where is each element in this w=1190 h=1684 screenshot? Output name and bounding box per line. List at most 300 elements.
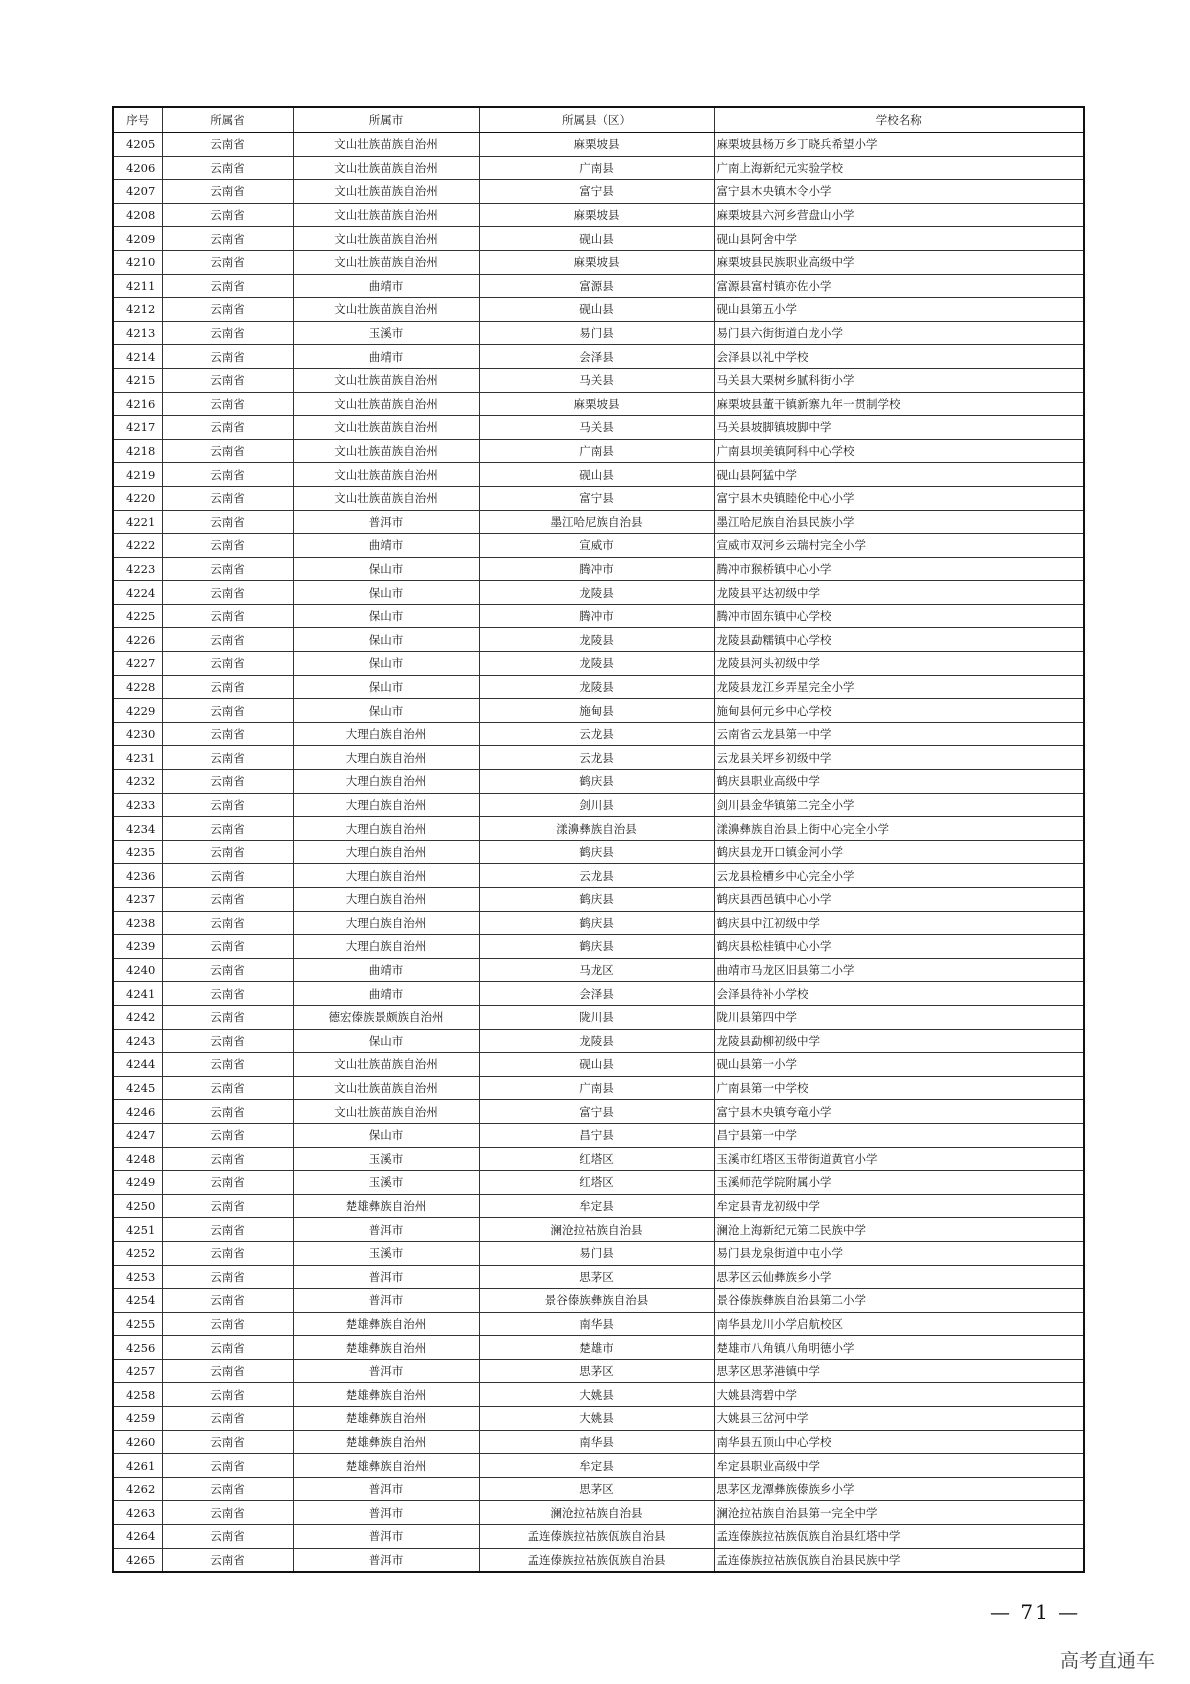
cell-index: 4234 (113, 817, 162, 841)
cell-county: 广南县 (479, 156, 714, 180)
table-row (113, 1289, 1084, 1313)
cell-school-name: 龙陵县龙江乡弄星完全小学 (714, 675, 1084, 699)
cell-school-name: 麻栗坡县杨万乡丁晓兵希望小学 (714, 133, 1084, 157)
cell-province: 云南省 (162, 1430, 293, 1454)
cell-index: 4263 (113, 1501, 162, 1525)
table-row (113, 486, 1084, 510)
table-row (113, 321, 1084, 345)
cell-school-name: 广南县第一中学校 (714, 1076, 1084, 1100)
cell-index: 4213 (113, 321, 162, 345)
cell-school-name: 龙陵县勐柳初级中学 (714, 1029, 1084, 1053)
cell-index: 4239 (113, 935, 162, 959)
table-row (113, 840, 1084, 864)
table-row (113, 510, 1084, 534)
cell-index: 4260 (113, 1430, 162, 1454)
table-row (113, 557, 1084, 581)
cell-index: 4215 (113, 368, 162, 392)
cell-county: 鹤庆县 (479, 770, 714, 794)
cell-city: 保山市 (293, 1029, 479, 1053)
cell-school-name: 广南上海新纪元实验学校 (714, 156, 1084, 180)
cell-index: 4205 (113, 133, 162, 157)
cell-school-name: 宣威市双河乡云瑞村完全小学 (714, 534, 1084, 558)
cell-school-name: 砚山县第一小学 (714, 1053, 1084, 1077)
cell-province: 云南省 (162, 1194, 293, 1218)
school-list-table (112, 106, 1085, 1573)
table-row (113, 1336, 1084, 1360)
cell-province: 云南省 (162, 156, 293, 180)
cell-province: 云南省 (162, 581, 293, 605)
cell-province: 云南省 (162, 227, 293, 251)
cell-index: 4211 (113, 274, 162, 298)
cell-school-name: 澜沧上海新纪元第二民族中学 (714, 1218, 1084, 1242)
table-row (113, 1218, 1084, 1242)
cell-city: 文山壮族苗族自治州 (293, 439, 479, 463)
cell-province: 云南省 (162, 1454, 293, 1478)
cell-school-name: 玉溪市红塔区玉带街道黄官小学 (714, 1147, 1084, 1171)
cell-index: 4224 (113, 581, 162, 605)
cell-county: 砚山县 (479, 227, 714, 251)
cell-city: 保山市 (293, 604, 479, 628)
cell-county: 云龙县 (479, 864, 714, 888)
cell-school-name: 鹤庆县龙开口镇金河小学 (714, 840, 1084, 864)
cell-index: 4216 (113, 392, 162, 416)
cell-index: 4246 (113, 1100, 162, 1124)
cell-county: 马关县 (479, 368, 714, 392)
cell-province: 云南省 (162, 1147, 293, 1171)
cell-index: 4219 (113, 463, 162, 487)
cell-index: 4257 (113, 1359, 162, 1383)
cell-city: 文山壮族苗族自治州 (293, 1076, 479, 1100)
cell-index: 4217 (113, 416, 162, 440)
cell-county: 云龙县 (479, 722, 714, 746)
header-school-name: 学校名称 (714, 107, 1084, 133)
table-row (113, 439, 1084, 463)
table-row (113, 274, 1084, 298)
cell-city: 玉溪市 (293, 1171, 479, 1195)
cell-city: 大理白族自治州 (293, 817, 479, 841)
cell-province: 云南省 (162, 203, 293, 227)
cell-county: 大姚县 (479, 1383, 714, 1407)
table-row (113, 581, 1084, 605)
cell-school-name: 鹤庆县职业高级中学 (714, 770, 1084, 794)
cell-county: 牟定县 (479, 1454, 714, 1478)
cell-county: 龙陵县 (479, 675, 714, 699)
cell-county: 龙陵县 (479, 628, 714, 652)
cell-county: 南华县 (479, 1312, 714, 1336)
cell-province: 云南省 (162, 534, 293, 558)
cell-school-name: 麻栗坡县董干镇新寨九年一贯制学校 (714, 392, 1084, 416)
cell-city: 保山市 (293, 1123, 479, 1147)
cell-city: 文山壮族苗族自治州 (293, 298, 479, 322)
table-row (113, 675, 1084, 699)
cell-school-name: 马关县坡脚镇坡脚中学 (714, 416, 1084, 440)
table-row (113, 1265, 1084, 1289)
cell-city: 大理白族自治州 (293, 793, 479, 817)
cell-county: 富宁县 (479, 180, 714, 204)
cell-province: 云南省 (162, 793, 293, 817)
cell-index: 4244 (113, 1053, 162, 1077)
header-city: 所属市 (293, 107, 479, 133)
cell-school-name: 昌宁县第一中学 (714, 1123, 1084, 1147)
cell-city: 文山壮族苗族自治州 (293, 392, 479, 416)
cell-index: 4238 (113, 911, 162, 935)
table-row (113, 1005, 1084, 1029)
cell-county: 龙陵县 (479, 581, 714, 605)
table-row (113, 982, 1084, 1006)
cell-index: 4251 (113, 1218, 162, 1242)
cell-county: 易门县 (479, 321, 714, 345)
table-row (113, 1548, 1084, 1572)
cell-county: 孟连傣族拉祜族佤族自治县 (479, 1525, 714, 1549)
cell-school-name: 孟连傣族拉祜族佤族自治县民族中学 (714, 1548, 1084, 1572)
cell-province: 云南省 (162, 1053, 293, 1077)
table-row (113, 534, 1084, 558)
cell-school-name: 玉溪师范学院附属小学 (714, 1171, 1084, 1195)
cell-city: 文山壮族苗族自治州 (293, 203, 479, 227)
cell-county: 思茅区 (479, 1265, 714, 1289)
cell-city: 曲靖市 (293, 274, 479, 298)
table-row (113, 1501, 1084, 1525)
header-province: 所属省 (162, 107, 293, 133)
cell-county: 孟连傣族拉祜族佤族自治县 (479, 1548, 714, 1572)
cell-city: 普洱市 (293, 510, 479, 534)
cell-province: 云南省 (162, 652, 293, 676)
cell-province: 云南省 (162, 958, 293, 982)
cell-school-name: 易门县六街街道白龙小学 (714, 321, 1084, 345)
table-row (113, 1053, 1084, 1077)
cell-county: 南华县 (479, 1430, 714, 1454)
table-row (113, 1123, 1084, 1147)
cell-index: 4243 (113, 1029, 162, 1053)
table-row (113, 416, 1084, 440)
cell-city: 楚雄彝族自治州 (293, 1194, 479, 1218)
cell-province: 云南省 (162, 604, 293, 628)
cell-county: 景谷傣族彝族自治县 (479, 1289, 714, 1313)
cell-province: 云南省 (162, 250, 293, 274)
cell-index: 4236 (113, 864, 162, 888)
table-row (113, 604, 1084, 628)
cell-province: 云南省 (162, 1241, 293, 1265)
cell-school-name: 澜沧拉祜族自治县第一完全中学 (714, 1501, 1084, 1525)
table-row (113, 1076, 1084, 1100)
cell-school-name: 思茅区云仙彝族乡小学 (714, 1265, 1084, 1289)
cell-province: 云南省 (162, 982, 293, 1006)
cell-school-name: 鹤庆县西邑镇中心小学 (714, 888, 1084, 912)
cell-school-name: 牟定县职业高级中学 (714, 1454, 1084, 1478)
cell-index: 4264 (113, 1525, 162, 1549)
table-row (113, 1241, 1084, 1265)
cell-school-name: 施甸县何元乡中心学校 (714, 699, 1084, 723)
cell-county: 腾冲市 (479, 557, 714, 581)
cell-index: 4237 (113, 888, 162, 912)
cell-county: 楚雄市 (479, 1336, 714, 1360)
cell-city: 普洱市 (293, 1477, 479, 1501)
cell-school-name: 景谷傣族彝族自治县第二小学 (714, 1289, 1084, 1313)
table-row (113, 793, 1084, 817)
cell-county: 鹤庆县 (479, 888, 714, 912)
cell-city: 普洱市 (293, 1265, 479, 1289)
cell-index: 4222 (113, 534, 162, 558)
cell-city: 曲靖市 (293, 345, 479, 369)
cell-school-name: 漾濞彝族自治县上街中心完全小学 (714, 817, 1084, 841)
cell-index: 4212 (113, 298, 162, 322)
table-body (113, 133, 1084, 1573)
cell-city: 曲靖市 (293, 534, 479, 558)
cell-county: 砚山县 (479, 298, 714, 322)
cell-city: 楚雄彝族自治州 (293, 1336, 479, 1360)
cell-school-name: 鹤庆县中江初级中学 (714, 911, 1084, 935)
cell-school-name: 麻栗坡县民族职业高级中学 (714, 250, 1084, 274)
cell-city: 曲靖市 (293, 982, 479, 1006)
cell-index: 4235 (113, 840, 162, 864)
table-row (113, 864, 1084, 888)
cell-city: 普洱市 (293, 1359, 479, 1383)
cell-school-name: 龙陵县勐糯镇中心学校 (714, 628, 1084, 652)
cell-school-name: 腾冲市固东镇中心学校 (714, 604, 1084, 628)
cell-city: 文山壮族苗族自治州 (293, 416, 479, 440)
cell-index: 4223 (113, 557, 162, 581)
table-row (113, 1477, 1084, 1501)
cell-index: 4245 (113, 1076, 162, 1100)
cell-city: 保山市 (293, 675, 479, 699)
cell-school-name: 思茅区龙潭彝族傣族乡小学 (714, 1477, 1084, 1501)
cell-school-name: 孟连傣族拉祜族佤族自治县红塔中学 (714, 1525, 1084, 1549)
cell-county: 剑川县 (479, 793, 714, 817)
page-number: — 71 — (990, 1600, 1081, 1624)
cell-city: 文山壮族苗族自治州 (293, 463, 479, 487)
cell-school-name: 龙陵县河头初级中学 (714, 652, 1084, 676)
cell-county: 思茅区 (479, 1359, 714, 1383)
cell-index: 4247 (113, 1123, 162, 1147)
cell-county: 腾冲市 (479, 604, 714, 628)
cell-county: 澜沧拉祜族自治县 (479, 1501, 714, 1525)
cell-county: 会泽县 (479, 345, 714, 369)
cell-index: 4250 (113, 1194, 162, 1218)
cell-city: 玉溪市 (293, 1147, 479, 1171)
cell-school-name: 思茅区思茅港镇中学 (714, 1359, 1084, 1383)
cell-index: 4227 (113, 652, 162, 676)
cell-city: 普洱市 (293, 1218, 479, 1242)
cell-city: 文山壮族苗族自治州 (293, 227, 479, 251)
table-row (113, 368, 1084, 392)
table-row (113, 250, 1084, 274)
table-row (113, 1147, 1084, 1171)
cell-province: 云南省 (162, 935, 293, 959)
table-row (113, 1359, 1084, 1383)
table-row (113, 817, 1084, 841)
cell-province: 云南省 (162, 510, 293, 534)
cell-school-name: 云龙县检槽乡中心完全小学 (714, 864, 1084, 888)
cell-school-name: 墨江哈尼族自治县民族小学 (714, 510, 1084, 534)
cell-county: 鹤庆县 (479, 911, 714, 935)
cell-province: 云南省 (162, 1407, 293, 1431)
cell-county: 云龙县 (479, 746, 714, 770)
cell-province: 云南省 (162, 439, 293, 463)
table-row (113, 746, 1084, 770)
cell-province: 云南省 (162, 675, 293, 699)
cell-province: 云南省 (162, 1336, 293, 1360)
cell-province: 云南省 (162, 817, 293, 841)
cell-province: 云南省 (162, 1312, 293, 1336)
cell-city: 大理白族自治州 (293, 888, 479, 912)
cell-index: 4253 (113, 1265, 162, 1289)
cell-city: 保山市 (293, 652, 479, 676)
cell-index: 4231 (113, 746, 162, 770)
header-index: 序号 (113, 107, 162, 133)
cell-school-name: 易门县龙泉街道中屯小学 (714, 1241, 1084, 1265)
cell-province: 云南省 (162, 321, 293, 345)
cell-province: 云南省 (162, 770, 293, 794)
table-row (113, 180, 1084, 204)
cell-county: 红塔区 (479, 1171, 714, 1195)
cell-province: 云南省 (162, 1477, 293, 1501)
cell-city: 玉溪市 (293, 1241, 479, 1265)
cell-school-name: 大姚县湾碧中学 (714, 1383, 1084, 1407)
cell-province: 云南省 (162, 746, 293, 770)
cell-province: 云南省 (162, 1005, 293, 1029)
cell-province: 云南省 (162, 1548, 293, 1572)
cell-index: 4218 (113, 439, 162, 463)
cell-city: 文山壮族苗族自治州 (293, 133, 479, 157)
cell-city: 德宏傣族景颇族自治州 (293, 1005, 479, 1029)
table-row (113, 1312, 1084, 1336)
cell-index: 4248 (113, 1147, 162, 1171)
cell-school-name: 牟定县青龙初级中学 (714, 1194, 1084, 1218)
cell-city: 楚雄彝族自治州 (293, 1312, 479, 1336)
cell-city: 大理白族自治州 (293, 911, 479, 935)
cell-school-name: 富宁县木央镇睦伦中心小学 (714, 486, 1084, 510)
watermark-logo-text: 高考直通车 (1060, 1650, 1156, 1672)
table-row (113, 699, 1084, 723)
cell-school-name: 剑川县金华镇第二完全小学 (714, 793, 1084, 817)
cell-county: 施甸县 (479, 699, 714, 723)
cell-city: 大理白族自治州 (293, 840, 479, 864)
cell-city: 楚雄彝族自治州 (293, 1407, 479, 1431)
cell-province: 云南省 (162, 133, 293, 157)
cell-province: 云南省 (162, 368, 293, 392)
cell-school-name: 砚山县第五小学 (714, 298, 1084, 322)
cell-province: 云南省 (162, 864, 293, 888)
cell-province: 云南省 (162, 628, 293, 652)
cell-index: 4225 (113, 604, 162, 628)
cell-school-name: 云南省云龙县第一中学 (714, 722, 1084, 746)
cell-city: 保山市 (293, 581, 479, 605)
cell-county: 麻栗坡县 (479, 392, 714, 416)
cell-county: 龙陵县 (479, 652, 714, 676)
table-row (113, 463, 1084, 487)
cell-province: 云南省 (162, 486, 293, 510)
cell-school-name: 砚山县阿猛中学 (714, 463, 1084, 487)
cell-county: 牟定县 (479, 1194, 714, 1218)
cell-city: 保山市 (293, 699, 479, 723)
cell-index: 4209 (113, 227, 162, 251)
cell-school-name: 腾冲市猴桥镇中心小学 (714, 557, 1084, 581)
cell-province: 云南省 (162, 274, 293, 298)
cell-province: 云南省 (162, 1029, 293, 1053)
cell-county: 易门县 (479, 1241, 714, 1265)
cell-province: 云南省 (162, 1359, 293, 1383)
cell-county: 昌宁县 (479, 1123, 714, 1147)
table-row (113, 345, 1084, 369)
cell-index: 4210 (113, 250, 162, 274)
cell-province: 云南省 (162, 1100, 293, 1124)
cell-province: 云南省 (162, 911, 293, 935)
cell-city: 文山壮族苗族自治州 (293, 1100, 479, 1124)
cell-county: 龙陵县 (479, 1029, 714, 1053)
cell-county: 麻栗坡县 (479, 250, 714, 274)
cell-county: 广南县 (479, 439, 714, 463)
cell-index: 4206 (113, 156, 162, 180)
cell-city: 普洱市 (293, 1548, 479, 1572)
cell-city: 文山壮族苗族自治州 (293, 368, 479, 392)
cell-index: 4220 (113, 486, 162, 510)
cell-province: 云南省 (162, 1383, 293, 1407)
cell-county: 麻栗坡县 (479, 203, 714, 227)
cell-index: 4221 (113, 510, 162, 534)
cell-county: 澜沧拉祜族自治县 (479, 1218, 714, 1242)
cell-county: 思茅区 (479, 1477, 714, 1501)
cell-city: 大理白族自治州 (293, 935, 479, 959)
cell-index: 4265 (113, 1548, 162, 1572)
cell-school-name: 陇川县第四中学 (714, 1005, 1084, 1029)
cell-index: 4258 (113, 1383, 162, 1407)
cell-province: 云南省 (162, 392, 293, 416)
cell-province: 云南省 (162, 463, 293, 487)
table-row (113, 628, 1084, 652)
cell-school-name: 鹤庆县松桂镇中心小学 (714, 935, 1084, 959)
cell-school-name: 大姚县三岔河中学 (714, 1407, 1084, 1431)
cell-county: 马关县 (479, 416, 714, 440)
cell-county: 富宁县 (479, 486, 714, 510)
cell-province: 云南省 (162, 1171, 293, 1195)
table-row (113, 958, 1084, 982)
cell-county: 陇川县 (479, 1005, 714, 1029)
cell-city: 文山壮族苗族自治州 (293, 250, 479, 274)
cell-province: 云南省 (162, 557, 293, 581)
cell-school-name: 会泽县以礼中学校 (714, 345, 1084, 369)
cell-city: 楚雄彝族自治州 (293, 1383, 479, 1407)
cell-city: 楚雄彝族自治州 (293, 1430, 479, 1454)
cell-city: 大理白族自治州 (293, 864, 479, 888)
cell-province: 云南省 (162, 416, 293, 440)
table-row (113, 298, 1084, 322)
cell-county: 马龙区 (479, 958, 714, 982)
cell-school-name: 富宁县木央镇木令小学 (714, 180, 1084, 204)
table-row (113, 1407, 1084, 1431)
table-row (113, 156, 1084, 180)
cell-school-name: 南华县五顶山中心学校 (714, 1430, 1084, 1454)
cell-city: 楚雄彝族自治州 (293, 1454, 479, 1478)
cell-province: 云南省 (162, 1218, 293, 1242)
cell-index: 4240 (113, 958, 162, 982)
cell-province: 云南省 (162, 345, 293, 369)
cell-school-name: 麻栗坡县六河乡营盘山小学 (714, 203, 1084, 227)
cell-index: 4254 (113, 1289, 162, 1313)
cell-county: 富宁县 (479, 1100, 714, 1124)
cell-index: 4259 (113, 1407, 162, 1431)
cell-city: 玉溪市 (293, 321, 479, 345)
cell-city: 普洱市 (293, 1289, 479, 1313)
table-row (113, 203, 1084, 227)
cell-city: 文山壮族苗族自治州 (293, 1053, 479, 1077)
cell-index: 4207 (113, 180, 162, 204)
cell-city: 曲靖市 (293, 958, 479, 982)
cell-county: 砚山县 (479, 1053, 714, 1077)
cell-province: 云南省 (162, 699, 293, 723)
cell-school-name: 广南县坝美镇阿科中心学校 (714, 439, 1084, 463)
cell-province: 云南省 (162, 1265, 293, 1289)
cell-county: 宣威市 (479, 534, 714, 558)
